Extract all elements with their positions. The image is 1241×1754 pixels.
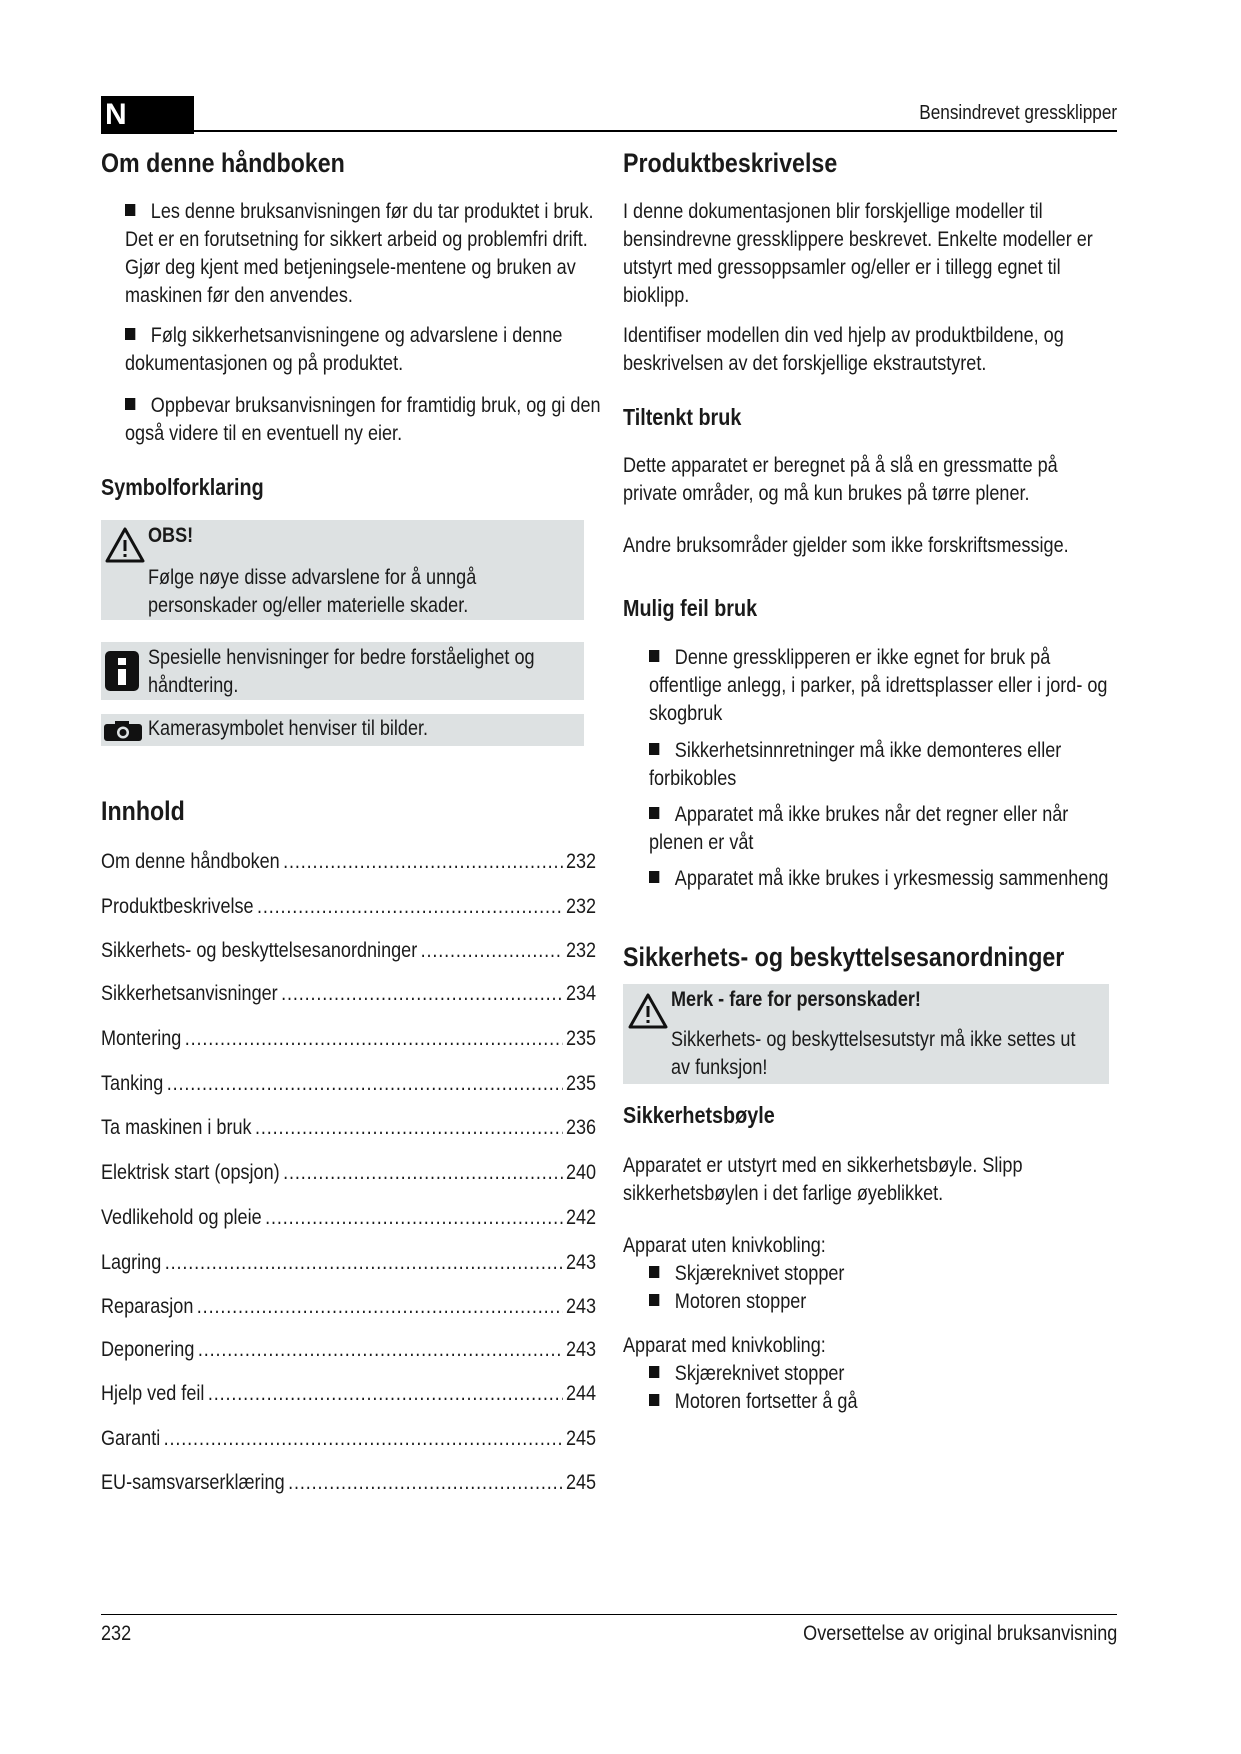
camera-icon	[103, 720, 143, 742]
intended-para-2: Andre bruksområder gjelder som ikke forskriftsmessige.	[623, 534, 1069, 557]
list-item: Skjæreknivet stopper	[649, 1360, 1116, 1388]
bullet-icon	[125, 204, 135, 216]
footer-note: Oversettelse av original bruksanvisning	[802, 1622, 1117, 1645]
safety-bar-heading: Sikkerhetsbøyle	[623, 1102, 775, 1128]
bullet-icon	[649, 871, 659, 883]
warning-icon	[104, 526, 146, 564]
list-item: Apparatet må ikke brukes når det regner eller når plenen er våt	[649, 803, 1069, 854]
footer-rule	[101, 1614, 1117, 1615]
toc-entry[interactable]: Lagring ..... 243	[101, 1249, 596, 1277]
list-item: Motoren fortsetter å gå	[649, 1388, 1116, 1416]
safety-warning-title: Merk - fare for personskader!	[671, 988, 921, 1011]
info-text: Spesielle henvisninger for bedre forståelighet og håndtering.	[148, 646, 535, 697]
toc-entry[interactable]: Produktbeskrivelse ..... 232	[101, 893, 596, 921]
safety-heading: Sikkerhets- og beskyttelsesanordninger	[623, 942, 1065, 972]
info-icon	[104, 650, 140, 692]
toc-entry[interactable]: Tanking ..... 235	[101, 1070, 596, 1098]
intended-heading: Tiltenkt bruk	[623, 404, 742, 430]
list-item: Oppbevar bruksanvisningen for framtidig bruk, og gi den også videre til en eventuell ny eier.	[125, 394, 601, 445]
language-code-box	[101, 96, 194, 134]
page-number: 232	[101, 1622, 132, 1645]
bullet-icon	[125, 328, 135, 340]
warning-icon	[627, 992, 669, 1030]
list-item: Motoren stopper	[649, 1288, 1116, 1316]
header-title: Bensindrevet gressklipper	[919, 102, 1117, 124]
product-para-2: Identifiser modellen din ved hjelp av produktbildene, og beskrivelsen av det forskjellige ekstrautstyret.	[623, 324, 1064, 375]
bullet-icon	[649, 1394, 659, 1406]
list-item: Denne gressklipperen er ikke egnet for bruk på offentlige anlegg, i parker, på idrettsplasser eller i jord- og skogbruk	[649, 646, 1108, 725]
intended-para-1: Dette apparatet er beregnet på å slå en gressmatte på private områder, og må kun brukes på tørre plener.	[623, 454, 1058, 505]
safety-warning-text: Sikkerhets- og beskyttelsesutstyr må ikke settes ut av funksjon!	[671, 1028, 1076, 1079]
camera-text: Kamerasymbolet henviser til bilder.	[148, 717, 429, 740]
bullet-icon	[649, 650, 659, 662]
toc-entry[interactable]: EU-samsvarserklæring ..... 245	[101, 1469, 596, 1497]
camera-box	[101, 714, 584, 746]
about-bullet-2	[125, 322, 615, 378]
toc-entry[interactable]: Sikkerhetsanvisninger ..... 234	[101, 980, 596, 1008]
bullet-icon	[649, 1366, 659, 1378]
header-rule	[194, 130, 1117, 132]
list-item: Apparatet må ikke brukes i yrkesmessig sammenheng	[649, 865, 1116, 893]
about-heading: Om denne håndboken	[101, 148, 345, 178]
list-item: Les denne bruksanvisningen før du tar produktet i bruk. Det er en forutsetning for sikkert arbeid og problemfri drift. Gjør deg kjent med betjeningsele-mentene og bruken av maskinen før den anvendes.	[125, 200, 594, 307]
bullet-icon	[649, 1266, 659, 1278]
toc-entry[interactable]: Hjelp ved feil ..... 244	[101, 1380, 596, 1408]
bullet-icon	[649, 1294, 659, 1306]
bullet-icon	[649, 807, 659, 819]
toc-entry[interactable]: Vedlikehold og pleie ..... 242	[101, 1204, 596, 1232]
toc-entry[interactable]: Sikkerhets- og beskyttelsesanordninger ..... 232	[101, 937, 596, 965]
toc-heading: Innhold	[101, 796, 185, 826]
obs-text: Følge nøye disse advarslene for å unngå personskader og/eller materielle skader.	[148, 566, 477, 617]
toc-entry[interactable]: Montering ..... 235	[101, 1025, 596, 1053]
obs-box	[101, 520, 584, 620]
language-code: N	[105, 98, 127, 131]
about-bullet-list	[125, 198, 615, 310]
toc-entry[interactable]: Garanti ..... 245	[101, 1425, 596, 1453]
symbols-heading: Symbolforklaring	[101, 474, 264, 500]
safety-bar-text: Apparatet er utstyrt med en sikkerhetsbøyle. Slipp sikkerhetsbøylen i det farlige øyeblikket.	[623, 1154, 1023, 1205]
without-clutch-title: Apparat uten knivkobling:	[623, 1234, 826, 1257]
toc-entry[interactable]: Deponering ..... 243	[101, 1336, 596, 1364]
safety-warning-box	[623, 984, 1109, 1084]
list-item: Sikkerhetsinnretninger må ikke demonteres eller forbikobles	[649, 739, 1062, 790]
misuse-heading: Mulig feil bruk	[623, 595, 758, 621]
product-heading: Produktbeskrivelse	[623, 148, 838, 178]
info-box	[101, 642, 584, 700]
toc-entry[interactable]: Ta maskinen i bruk ..... 236	[101, 1114, 596, 1142]
obs-title: OBS!	[148, 524, 194, 547]
product-para-1: I denne dokumentasjonen blir forskjellige modeller til bensindrevne gressklippere beskrevet. Enkelte modeller er utstyrt med gressoppsamler og/eller er i tillegg egnet til bioklipp.	[623, 200, 1093, 307]
list-item: Skjæreknivet stopper	[649, 1260, 1116, 1288]
bullet-icon	[649, 743, 659, 755]
about-bullet-3	[125, 392, 615, 448]
list-item: Følg sikkerhetsanvisningene og advarslene i denne dokumentasjonen og på produktet.	[125, 324, 563, 375]
with-clutch-title: Apparat med knivkobling:	[623, 1334, 826, 1357]
toc-entry[interactable]: Reparasjon ..... 243	[101, 1293, 596, 1321]
bullet-icon	[125, 398, 135, 410]
toc-entry[interactable]: Om denne håndboken ..... 232	[101, 848, 596, 876]
toc-entry[interactable]: Elektrisk start (opsjon) ..... 240	[101, 1159, 596, 1187]
